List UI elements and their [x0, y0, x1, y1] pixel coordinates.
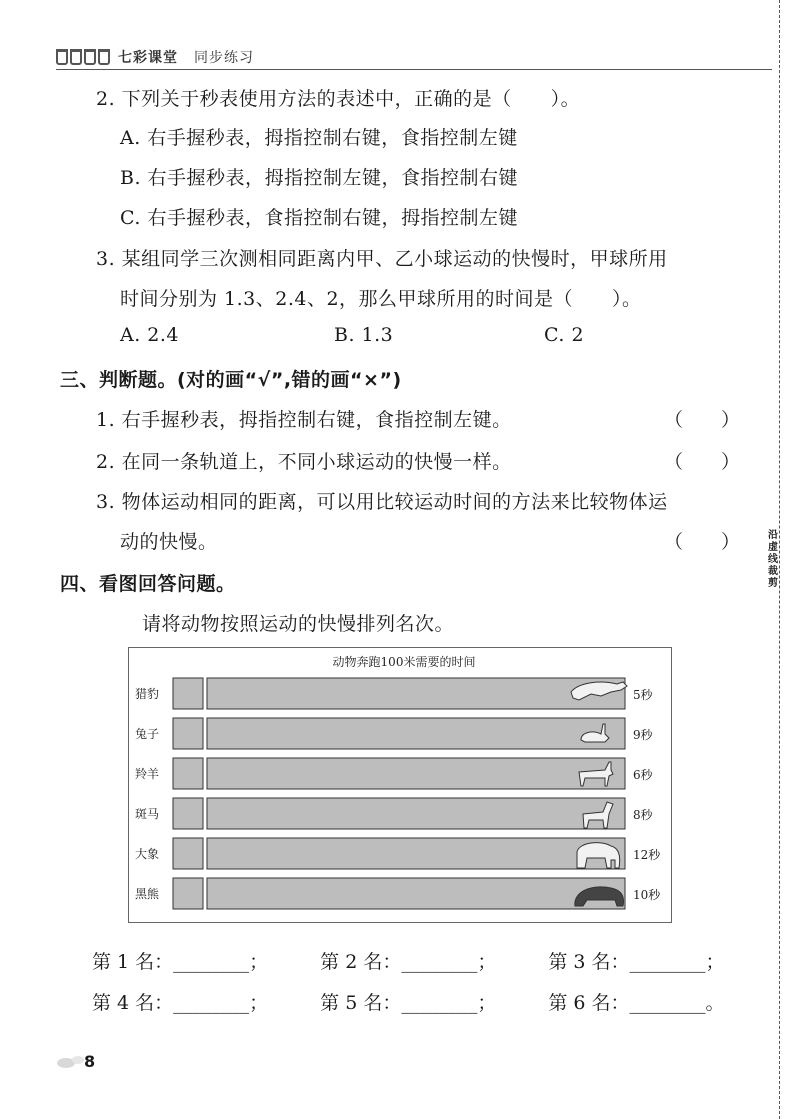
question-3-stem-line2: 时间分别为 1.3、2.4、2，那么甲球所用的时间是（ ）。 [120, 288, 642, 310]
chart-start-cell [173, 718, 203, 749]
chart-bar [207, 718, 625, 749]
chart-category-label: 黑熊 [135, 887, 160, 901]
animal-speed-chart [128, 647, 672, 923]
answer-row-1 [92, 947, 725, 974]
header-title: 七彩课堂 [118, 50, 178, 66]
judge-item-3-line1: 3. 物体运动相同的距离，可以用比较运动时间的方法来比较物体运 [96, 491, 668, 513]
judge-item-1: 1. 右手握秒表，拇指控制右键，食指控制左键。 [96, 409, 512, 431]
question-3-option-b[interactable]: B. 1.3 [334, 324, 394, 346]
chart-category-label: 大象 [135, 847, 160, 861]
section-4-instruction: 请将动物按照运动的快慢排列名次。 [142, 613, 455, 635]
chart-value-label: 5秒 [633, 688, 653, 702]
question-3-option-c[interactable]: C. 2 [544, 324, 585, 346]
question-2-option-a[interactable]: A. 右手握秒表，拇指控制右键，食指控制左键 [120, 127, 518, 149]
question-2-option-b[interactable]: B. 右手握秒表，拇指控制左键，食指控制右键 [120, 167, 519, 189]
chart-start-cell [173, 838, 203, 869]
chart-value-label: 9秒 [633, 728, 653, 742]
chart-start-cell [173, 758, 203, 789]
chart-row [135, 878, 661, 909]
chart-title: 动物奔跑100米需要的时间 [332, 655, 476, 669]
rank-5-blank[interactable]: 第 5 名：________； [320, 992, 497, 1014]
leaf-ornament-icon [56, 1055, 86, 1069]
judge-item-2: 2. 在同一条轨道上，不同小球运动的快慢一样。 [96, 451, 512, 473]
chart-start-cell [173, 678, 203, 709]
chart-value-label: 10秒 [633, 888, 661, 902]
question-3-option-a[interactable]: A. 2.4 [120, 324, 180, 346]
page-number: 8 [84, 1052, 96, 1071]
chart-row [135, 758, 654, 789]
rank-6-blank[interactable]: 第 6 名：________。 [548, 992, 725, 1014]
question-3-stem-line1: 3. 某组同学三次测相同距离内甲、乙小球运动的快慢时，甲球所用 [96, 248, 668, 270]
lab-flask-icon [56, 49, 110, 65]
chart-start-cell [173, 878, 203, 909]
chart-bar [207, 838, 625, 869]
chart-bar [207, 678, 625, 709]
section-3-title: 三、判断题。(对的画“√”,错的画“×”) [60, 369, 402, 391]
section-4-title: 四、看图回答问题。 [60, 573, 236, 595]
question-2-option-c[interactable]: C. 右手握秒表，食指控制右键，拇指控制左键 [120, 207, 518, 229]
chart-bar [207, 798, 625, 829]
chart-value-label: 8秒 [633, 808, 653, 822]
chart-category-label: 斑马 [135, 807, 160, 821]
judge-answer-2[interactable]: （ ） [664, 451, 741, 473]
page-header [56, 46, 254, 68]
chart-value-label: 12秒 [633, 848, 661, 862]
chart-row [135, 678, 654, 709]
chart-row [135, 798, 654, 829]
answer-row-2 [92, 988, 725, 1015]
header-subtitle: 同步练习 [194, 50, 254, 66]
chart-value-label: 6秒 [633, 768, 653, 782]
chart-category-label: 羚羊 [135, 767, 160, 781]
chart-category-label: 兔子 [135, 727, 160, 741]
judge-item-3-line2: 动的快慢。 [120, 531, 218, 553]
judge-answer-1[interactable]: （ ） [664, 409, 741, 431]
chart-category-label: 猎豹 [135, 687, 160, 701]
judge-answer-3[interactable]: （ ） [664, 531, 741, 553]
cut-label: 沿虚线裁剪 [768, 530, 778, 589]
rank-3-blank[interactable]: 第 3 名：________； [548, 951, 725, 973]
chart-bar [207, 758, 625, 789]
chart-row [135, 838, 661, 869]
rank-2-blank[interactable]: 第 2 名：________； [320, 951, 497, 973]
rank-4-blank[interactable]: 第 4 名：________； [92, 992, 269, 1014]
chart-row [135, 718, 654, 749]
chart-start-cell [173, 798, 203, 829]
chart-svg [129, 648, 671, 922]
header-divider [56, 69, 772, 70]
question-2-stem: 2. 下列关于秒表使用方法的表述中，正确的是（ ）。 [96, 88, 581, 110]
chart-bar [207, 878, 625, 909]
rank-1-blank[interactable]: 第 1 名：________； [92, 951, 269, 973]
